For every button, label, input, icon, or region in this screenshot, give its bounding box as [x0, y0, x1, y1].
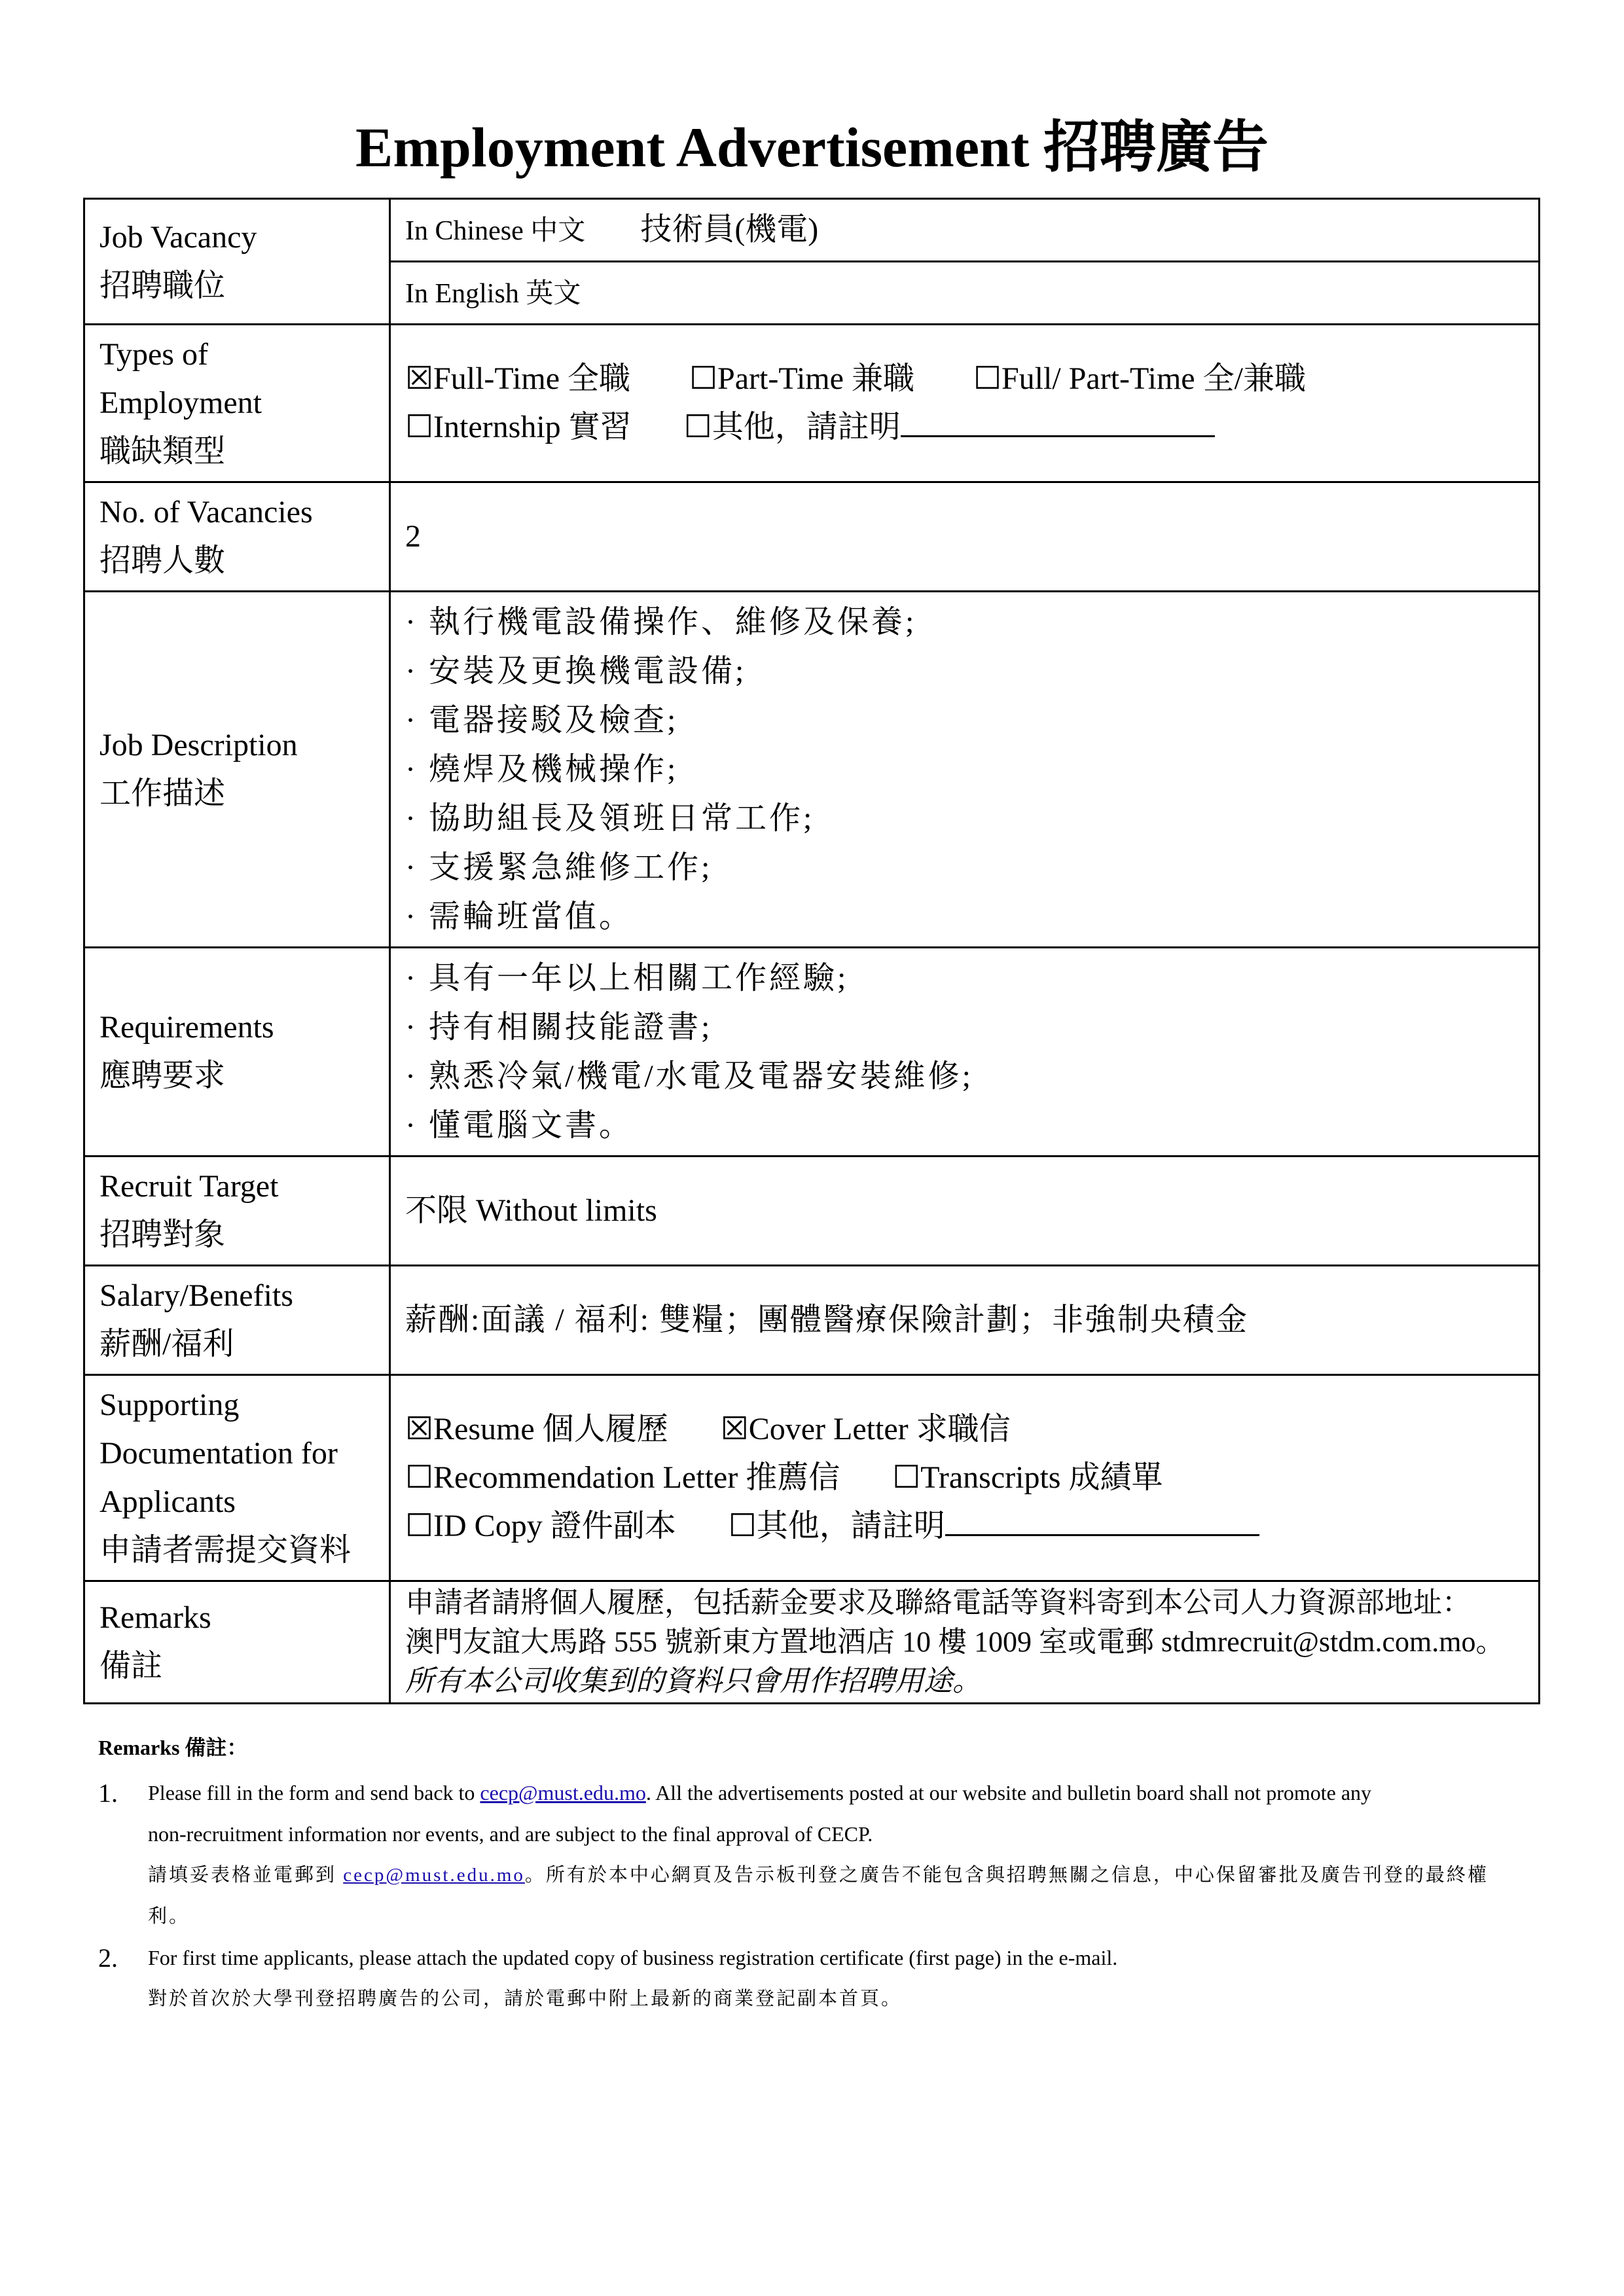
vacancies-row	[84, 482, 1540, 592]
list-item: · 燒焊及機械操作;	[405, 752, 679, 787]
employment-type-label-zh: 職缺類型	[99, 434, 226, 469]
notes-section	[98, 1728, 1545, 2020]
option-full-time[interactable]: ☒Full-Time 全職	[405, 361, 630, 396]
job-vacancy-english-cell[interactable]	[390, 262, 1540, 325]
vacancies-value[interactable]: 2	[390, 482, 1540, 592]
job-vacancy-english-prefix: In English 英文	[405, 278, 581, 309]
recruit-target-label	[84, 1157, 390, 1266]
employment-form-table	[83, 198, 1540, 1704]
checkbox-icon[interactable]: ☐	[405, 410, 434, 444]
job-vacancy-chinese-cell[interactable]	[390, 199, 1540, 262]
employment-type-label-en-2: Employment	[99, 386, 262, 420]
remarks-content[interactable]	[390, 1581, 1540, 1704]
option-id-copy[interactable]: ☐ID Copy 證件副本	[405, 1509, 676, 1543]
documents-row	[84, 1375, 1540, 1581]
salary-value[interactable]: 薪酬:面議 / 福利: 雙糧；團體醫療保險計劃；非強制央積金	[390, 1266, 1540, 1375]
recruit-target-label-zh: 招聘對象	[99, 1217, 226, 1252]
documents-label-en-1: Supporting	[99, 1388, 240, 1422]
checkbox-icon[interactable]: ☐	[973, 361, 1001, 396]
option-internship[interactable]: ☐Internship 實習	[405, 410, 632, 444]
documents-label-en-2: Documentation for	[99, 1436, 338, 1471]
job-description-label-en: Job Description	[99, 727, 298, 762]
requirements-label	[84, 948, 390, 1157]
note-number: 1.	[98, 1778, 118, 1808]
note-item: 2. For first time applicants, please attach the updated copy of business registration certificate (first page) in the e-mail. 對於首次於大學刊登招聘廣告的公司，請於電郵中附上最新的商業登記副本首頁。	[98, 1937, 1545, 2020]
remarks-label	[84, 1581, 390, 1704]
option-cover-letter[interactable]: ☒Cover Letter 求職信	[720, 1412, 1011, 1446]
salary-label	[84, 1266, 390, 1375]
list-item: · 懂電腦文書。	[405, 1108, 633, 1143]
checkbox-icon[interactable]: ☐	[689, 361, 718, 396]
list-item: · 支援緊急維修工作;	[405, 850, 713, 885]
recruit-target-label-en: Recruit Target	[99, 1169, 279, 1204]
option-transcripts[interactable]: ☐Transcripts 成績單	[892, 1460, 1163, 1495]
documents-label	[84, 1375, 390, 1581]
job-vacancy-chinese-prefix: In Chinese 中文	[405, 215, 586, 246]
employment-type-options	[390, 325, 1540, 482]
notes-title: Remarks 備註：	[98, 1736, 248, 1759]
note-item: 1. Please fill in the form and send back to cecp@must.edu.mo. All the advertisements posted at our website and bulletin board shall not promote any non-recruitment information nor events, and are subject to the final approval of CECP. 請填妥表格並電郵到 cecp@must.edu.mo。所有於本中心網頁及告示板刊登之廣告不能包含與招聘無關之信息，中心保留審批及廣告刊登的最終權 利。	[98, 1772, 1545, 1937]
salary-label-zh: 薪酬/福利	[99, 1327, 234, 1361]
job-description-list[interactable]	[390, 592, 1540, 948]
option-full-part-time[interactable]: ☐Full/ Part-Time 全/兼職	[973, 361, 1306, 396]
employment-type-label-en-1: Types of	[99, 337, 208, 372]
job-description-label	[84, 592, 390, 948]
remarks-line-3: 所有本公司收集到的資料只會用作招聘用途。	[405, 1665, 981, 1697]
job-vacancy-label	[84, 199, 390, 325]
list-item: · 具有一年以上相關工作經驗;	[405, 961, 849, 996]
job-vacancy-row-chinese	[84, 199, 1540, 262]
list-item: · 熟悉冷氣/機電/水電及電器安裝維修;	[405, 1059, 973, 1094]
employment-type-label	[84, 325, 390, 482]
job-vacancy-label-zh: 招聘職位	[99, 268, 226, 303]
list-item: · 持有相關技能證書;	[405, 1010, 713, 1045]
requirements-label-zh: 應聘要求	[99, 1058, 226, 1093]
employment-type-row	[84, 325, 1540, 482]
documents-options	[390, 1375, 1540, 1581]
recruit-target-value[interactable]: 不限 Without limits	[390, 1157, 1540, 1266]
list-item: · 執行機電設備操作、維修及保養;	[405, 605, 917, 639]
remarks-row	[84, 1581, 1540, 1704]
list-item: · 需輪班當值。	[405, 899, 633, 934]
vacancies-label	[84, 482, 390, 592]
email-link[interactable]: cecp@must.edu.mo	[480, 1781, 646, 1804]
checkbox-icon[interactable]: ☐	[405, 1460, 434, 1495]
list-item: · 安裝及更換機電設備;	[405, 654, 747, 689]
option-other[interactable]: ☐其他，請註明	[684, 403, 1215, 452]
recruit-target-row	[84, 1157, 1540, 1266]
checkbox-checked-icon[interactable]: ☒	[720, 1412, 749, 1446]
list-item: · 電器接駁及檢查;	[405, 703, 679, 738]
vacancies-label-en: No. of Vacancies	[99, 495, 313, 529]
documents-label-en-3: Applicants	[99, 1484, 236, 1519]
page-title: Employment Advertisement 招聘廣告	[355, 116, 1269, 179]
option-recommendation-letter[interactable]: ☐Recommendation Letter 推薦信	[405, 1460, 840, 1495]
checkbox-icon[interactable]: ☐	[405, 1509, 434, 1543]
other-document-specify-line[interactable]	[945, 1504, 1259, 1536]
list-item: · 協助組長及領班日常工作;	[405, 801, 815, 836]
job-vacancy-label-en: Job Vacancy	[99, 219, 257, 255]
email-link[interactable]: cecp@must.edu.mo	[343, 1865, 525, 1886]
remarks-label-en: Remarks	[99, 1600, 211, 1635]
checkbox-checked-icon[interactable]: ☒	[405, 361, 434, 396]
requirements-list[interactable]	[390, 948, 1540, 1157]
requirements-label-en: Requirements	[99, 1010, 274, 1045]
note-number: 2.	[98, 1943, 118, 1973]
requirements-row	[84, 948, 1540, 1157]
salary-label-en: Salary/Benefits	[99, 1278, 293, 1313]
vacancies-label-zh: 招聘人數	[99, 543, 226, 578]
other-specify-line[interactable]	[901, 405, 1215, 437]
checkbox-icon[interactable]: ☐	[892, 1460, 921, 1495]
checkbox-checked-icon[interactable]: ☒	[405, 1412, 434, 1446]
salary-row	[84, 1266, 1540, 1375]
remarks-line-2: 澳門友誼大馬路 555 號新東方置地酒店 10 樓 1009 室或電郵 stdmrecruit@stdm.com.mo。	[405, 1626, 1505, 1658]
checkbox-icon[interactable]: ☐	[728, 1509, 757, 1543]
documents-label-zh: 申請者需提交資料	[99, 1533, 352, 1568]
option-other-document[interactable]: ☐其他，請註明	[729, 1502, 1259, 1551]
job-vacancy-chinese-value: 技術員(機電)	[640, 211, 819, 247]
job-description-row	[84, 592, 1540, 948]
remarks-label-zh: 備註	[99, 1649, 163, 1683]
remarks-line-1: 申請者請將個人履歷，包括薪金要求及聯絡電話等資料寄到本公司人力資源部地址：	[405, 1587, 1471, 1619]
option-part-time[interactable]: ☐Part-Time 兼職	[689, 361, 914, 396]
option-resume[interactable]: ☒Resume 個人履歷	[405, 1412, 668, 1446]
job-description-label-zh: 工作描述	[99, 776, 226, 811]
checkbox-icon[interactable]: ☐	[683, 410, 712, 444]
